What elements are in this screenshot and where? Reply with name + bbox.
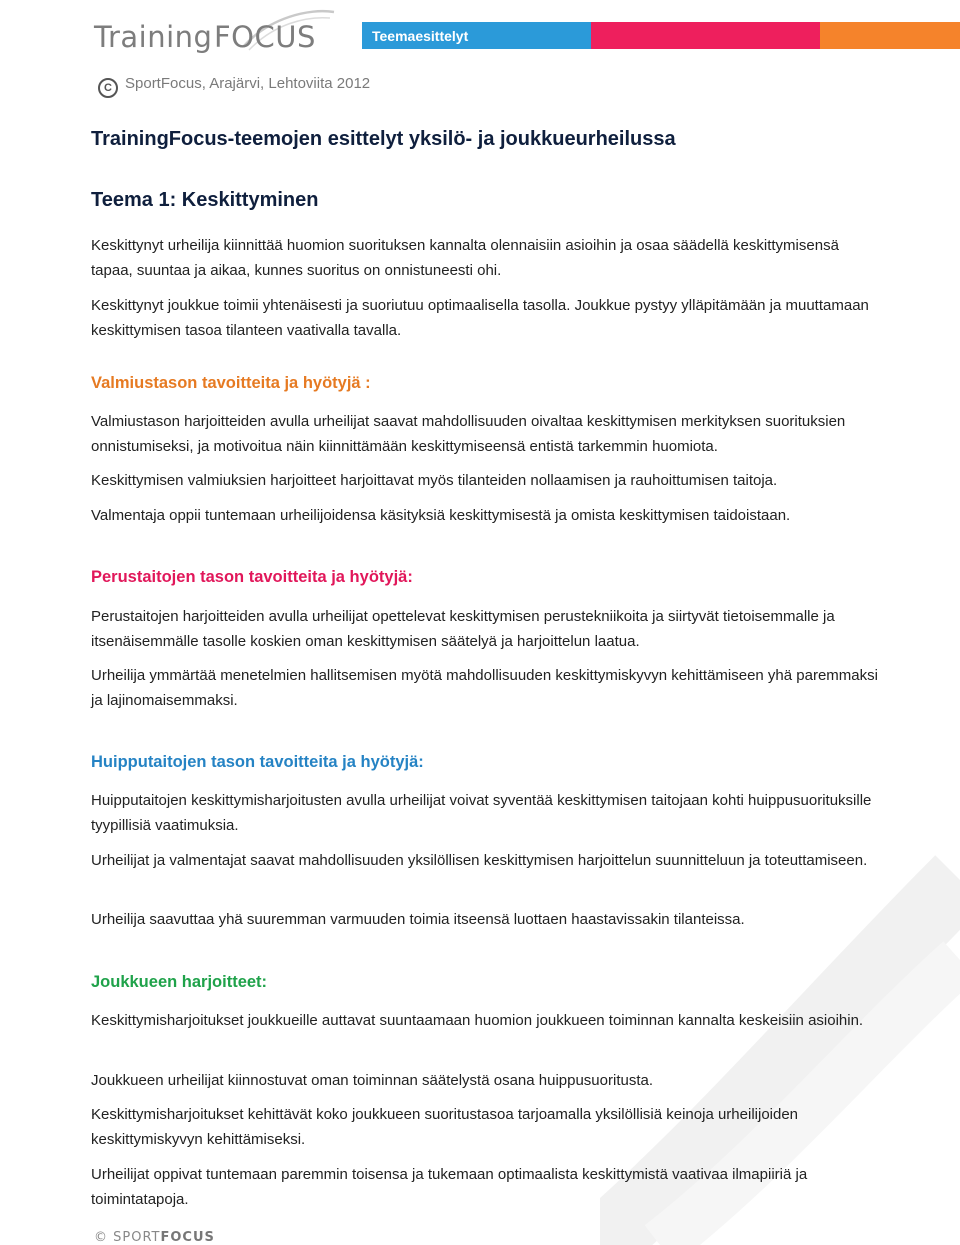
trainingfocus-logo (94, 10, 339, 55)
section-paragraph: Perustaitojen harjoitteiden avulla urheilijat opettelevat keskittymisen perustekniikoita ja siirtyvät tietoisemmalle ja itsenäisemmälle tasolle koskien oman keskittymisen säätelyä ja harjoittelun laatua. (91, 608, 835, 650)
theme-title: Teema 1: Keskittyminen (91, 189, 319, 211)
blue-bar (362, 22, 591, 49)
intro-paragraph: Keskittynyt urheilija kiinnittää huomion suorituksen kannalta olennaisiin asioihin ja osaa säädellä keskittymisensä tapaa, suuntaa ja aikaa, kunnes suoritus on onnistuneesti ohi. (91, 237, 839, 279)
section-heading-joukkue: Joukkueen harjoitteet: (91, 973, 268, 991)
document-title: TrainingFocus-teemojen esittelyt yksilö- ja joukkueurheilussa (91, 128, 676, 150)
footer-copyright-icon: © (94, 1230, 108, 1245)
section-paragraph: Urheilijat ja valmentajat saavat mahdollisuuden yksilöllisen keskittymisen harjoittelun suunnitteluun ja toteuttamiseen. (91, 852, 868, 869)
red-bar (591, 22, 820, 49)
orange-bar (820, 22, 960, 49)
intro-paragraph: Keskittynyt joukkue toimii yhtenäisesti ja suoriutuu optimaalisella tasolla. Joukkue pystyy ylläpitämään ja muuttamaan keskittymisen tasoa tilanteen vaativalla tavalla. (91, 297, 869, 339)
footer-sport: SPORT (113, 1230, 161, 1245)
section-paragraph: Keskittymisharjoitukset kehittävät koko joukkueen suoritustasoa tarjoamalla yksilöllisiä keinoja urheilijoiden keskittymiskyvyn kehittämiseksi. (91, 1106, 799, 1148)
logo-text-training: Training (94, 20, 213, 54)
copyright-text: SportFocus, Arajärvi, Lehtoviita 2012 (125, 75, 371, 92)
copyright-line (98, 75, 370, 98)
header-color-bars (362, 22, 960, 49)
section-paragraph: Urheilija ymmärtää menetelmien hallitsemisen myötä mahdollisuuden keskittymiskyvyn kehittämiseen yhä paremmaksi ja lajinomaisemmaksi. (91, 667, 878, 709)
section-paragraph: Keskittymisen valmiuksien harjoitteet harjoittavat myös tilanteiden nollaamisen ja rauhoittumisen taitoja. (91, 472, 778, 489)
section-paragraph: Joukkueen urheilijat kiinnostuvat oman toiminnan säätelystä osana huippusuoritusta. (91, 1072, 654, 1089)
section-heading-perustaidot: Perustaitojen tason tavoitteita ja hyötyjä: (91, 568, 413, 586)
copyright-icon: C (98, 78, 118, 98)
footer-focus: FOCUS (160, 1230, 215, 1245)
tab-label: Teemaesittelyt (372, 28, 469, 44)
logo-text-focus: FOCUS (214, 20, 316, 54)
section-paragraph: Urheilija saavuttaa yhä suuremman varmuuden toimia itseensä luottaen haastavissakin tilanteissa. (91, 911, 745, 928)
section-paragraph: Urheilijat oppivat tuntemaan paremmin toisensa ja tukemaan optimaalista keskittymistä vaativaa ilmapiiriä ja toimintatapoja. (91, 1166, 808, 1208)
footer-logo (94, 1230, 215, 1245)
section-heading-huipputaidot: Huipputaitojen tason tavoitteita ja hyötyjä: (91, 753, 424, 771)
section-paragraph: Huipputaitojen keskittymisharjoitusten avulla urheilijat voivat syventää keskittymisen taitojaan kohti huippusuorituksille tyypillisiä vaatimuksia. (91, 792, 872, 834)
section-paragraph: Keskittymisharjoitukset joukkueille auttavat suuntaamaan huomion joukkueen toiminnan kannalta keskeisiin asioihin. (91, 1012, 864, 1029)
section-paragraph: Valmiustason harjoitteiden avulla urheilijat saavat mahdollisuuden oivaltaa keskittymisen merkityksen suorituksien onnistumiseksi, ja motivoitua näin kiinnittämään keskittymiseensä entistä tarkemmin huomiota. (91, 413, 846, 455)
section-paragraph: Valmentaja oppii tuntemaan urheilijoidensa käsityksiä keskittymisestä ja omista keskittymisen taidoistaan. (91, 507, 791, 524)
section-heading-valmiustaso: Valmiustason tavoitteita ja hyötyjä : (91, 374, 371, 392)
